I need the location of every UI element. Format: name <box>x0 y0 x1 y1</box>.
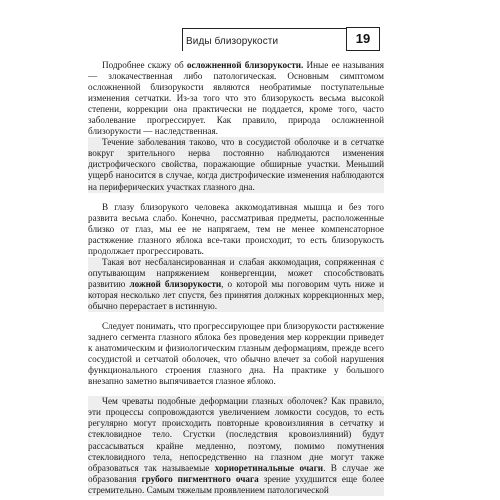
paragraph-p3 <box>88 202 384 257</box>
text-run: зрение ухудшится еще более стремительно. Самым тяжелым проявлением патологической <box>88 473 384 495</box>
body-text <box>88 60 384 496</box>
running-header <box>0 0 500 48</box>
paragraph-gap <box>88 193 384 202</box>
text-run: Подробнее скажу об <box>102 60 187 70</box>
bold-term: грубого пигментного очага <box>141 473 259 484</box>
text-run: В глазу близорукого человека аккомодативная мышца и без того развита весьма слабо. Конечно, рассматривая предметы, расположенные близко от глаз, мы ее не напрягаем, тем не менее компенсаторное растяжение глазного яблока все-таки происходит, то есть близорукость продолжает прогрессировать. <box>88 201 384 256</box>
bold-term: осложненной близорукости. <box>186 60 304 70</box>
text-run: Чем чреваты подобные деформации глазных оболочек? Как правило, эти процессы сопровождаются увеличением ломкости сосудов, то есть регулярно могут происходить повторные кровоизлияния в сетчатку и стекловидное тело. Сгустки (последствия кровоизлияний) будут рассасываться крайне медленно, поэтому, помимо помутнения стекловидного тела, непосредственно на глазном дне могут также образоваться так называемые <box>88 396 384 473</box>
running-header-title: Виды близорукости <box>186 36 279 47</box>
bold-term: хориоретинальные очаги <box>214 462 324 473</box>
bold-term: ложной близорукости <box>129 278 222 289</box>
text-run: . В случае же образования <box>88 462 385 484</box>
paragraph-gap <box>88 312 384 321</box>
paragraph-p6 <box>88 396 384 495</box>
paragraph-gap <box>88 387 384 396</box>
page-number-box <box>346 27 380 51</box>
text-run: , о которой мы поговорим чуть ниже и которая несколько лет спустя, без принятия должных коррекционных мер, обычно перерастает в истинную. <box>88 278 385 311</box>
text-run: Следует понимать, что прогрессирующее при близорукости растяжение заднего сегмента глазного яблока без проведения мер коррекции приведет к анатомическим и физиологическим глазным деформациям, прежде всего сосудистой и сетчатой оболочек, что обычно влечет за собой нарушения функционального строения глазного дна. На практике у большого внезапно заметно выпячивается глазное яблоко. <box>88 321 384 387</box>
paragraph-p4 <box>88 257 384 312</box>
text-run: Иные ее называния — злокачественная либо патологическая. Основным симптомом осложненной близорукости являются необратимые поступательные изменения сетчатки. Из-за того что это близорукость весьма высокой степени, коррекции она практически не поддается, кроме того, часто заболевание прогрессирует. Как правило, природа осложненной близорукости — наследственная. <box>88 60 384 137</box>
paragraph-p5 <box>88 321 384 387</box>
text-run: Такая вот несбалансированная и слабая аккомодация, сопряженная с опутывающим напряжением конвергенции, может способствовать развитию <box>88 256 384 289</box>
page-number: 19 <box>355 31 371 46</box>
paragraph-p1 <box>88 60 384 137</box>
paragraph-p2 <box>88 137 384 192</box>
text-run: Течение заболевания таково, что в сосудистой оболочке и в сетчатке вокруг зрительного нерва постоянно наблюдаются изменения дистрофического свойства, поражающие обширные участки. Меньший ущерб наносится в случае, когда дистрофические изменения наблюдаются на периферических участках глазного дна. <box>88 137 384 192</box>
